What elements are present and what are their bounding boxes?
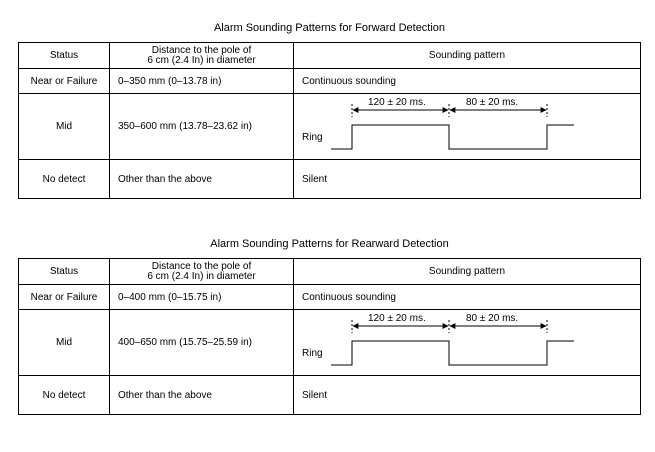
ring-waveform xyxy=(331,125,574,149)
distance-cell: Other than the above xyxy=(110,376,294,415)
table-row xyxy=(19,69,641,94)
status-cell: Mid xyxy=(19,310,110,376)
off-duration-label: 80 ± 20 ms. xyxy=(466,313,519,324)
off-duration-label: 80 ± 20 ms. xyxy=(466,97,519,108)
distance-header-line1: Distance to the pole of xyxy=(151,44,252,56)
forward-pattern-table xyxy=(18,42,641,199)
distance-header xyxy=(110,259,294,285)
rearward-table-title: Alarm Sounding Patterns for Rearward Detection xyxy=(210,238,449,250)
table-row xyxy=(19,310,641,376)
distance-cell: 0–350 mm (0–13.78 in) xyxy=(110,69,294,94)
pattern-cell: Silent xyxy=(294,160,641,199)
table-row xyxy=(19,94,641,160)
table-row xyxy=(19,285,641,310)
distance-header-line1: Distance to the pole of xyxy=(151,260,252,272)
status-cell: No detect xyxy=(19,376,110,415)
status-cell: Near or Failure xyxy=(19,69,110,94)
on-duration-label: 120 ± 20 ms. xyxy=(368,313,426,324)
ring-label: Ring xyxy=(302,132,323,143)
distance-cell: 350–600 mm (13.78–23.62 in) xyxy=(110,94,294,160)
ring-waveform xyxy=(331,341,574,365)
on-duration-label: 120 ± 20 ms. xyxy=(368,97,426,108)
ring-waveform-diagram xyxy=(294,310,641,375)
pattern-cell: Silent xyxy=(294,376,641,415)
rearward-pattern-table xyxy=(18,258,641,415)
table-header-row xyxy=(19,259,641,285)
pattern-waveform-cell xyxy=(294,310,641,376)
pattern-header: Sounding pattern xyxy=(294,43,641,69)
forward-table-title: Alarm Sounding Patterns for Forward Detection xyxy=(213,22,446,34)
ring-label: Ring xyxy=(302,348,323,359)
distance-header-line2: 6 cm (2.4 In) in diameter xyxy=(147,54,256,66)
pattern-waveform-cell xyxy=(294,94,641,160)
status-header: Status xyxy=(19,259,110,285)
status-cell: Near or Failure xyxy=(19,285,110,310)
distance-header xyxy=(110,43,294,69)
ring-waveform-diagram xyxy=(294,94,641,159)
pattern-cell: Continuous sounding xyxy=(294,69,641,94)
pattern-header: Sounding pattern xyxy=(294,259,641,285)
table-row xyxy=(19,376,641,415)
status-cell: Mid xyxy=(19,94,110,160)
status-cell: No detect xyxy=(19,160,110,199)
distance-cell: Other than the above xyxy=(110,160,294,199)
pattern-cell: Continuous sounding xyxy=(294,285,641,310)
table-row xyxy=(19,160,641,199)
distance-cell: 400–650 mm (15.75–25.59 in) xyxy=(110,310,294,376)
status-header: Status xyxy=(19,43,110,69)
table-header-row xyxy=(19,43,641,69)
distance-cell: 0–400 mm (0–15.75 in) xyxy=(110,285,294,310)
distance-header-line2: 6 cm (2.4 In) in diameter xyxy=(147,270,256,282)
